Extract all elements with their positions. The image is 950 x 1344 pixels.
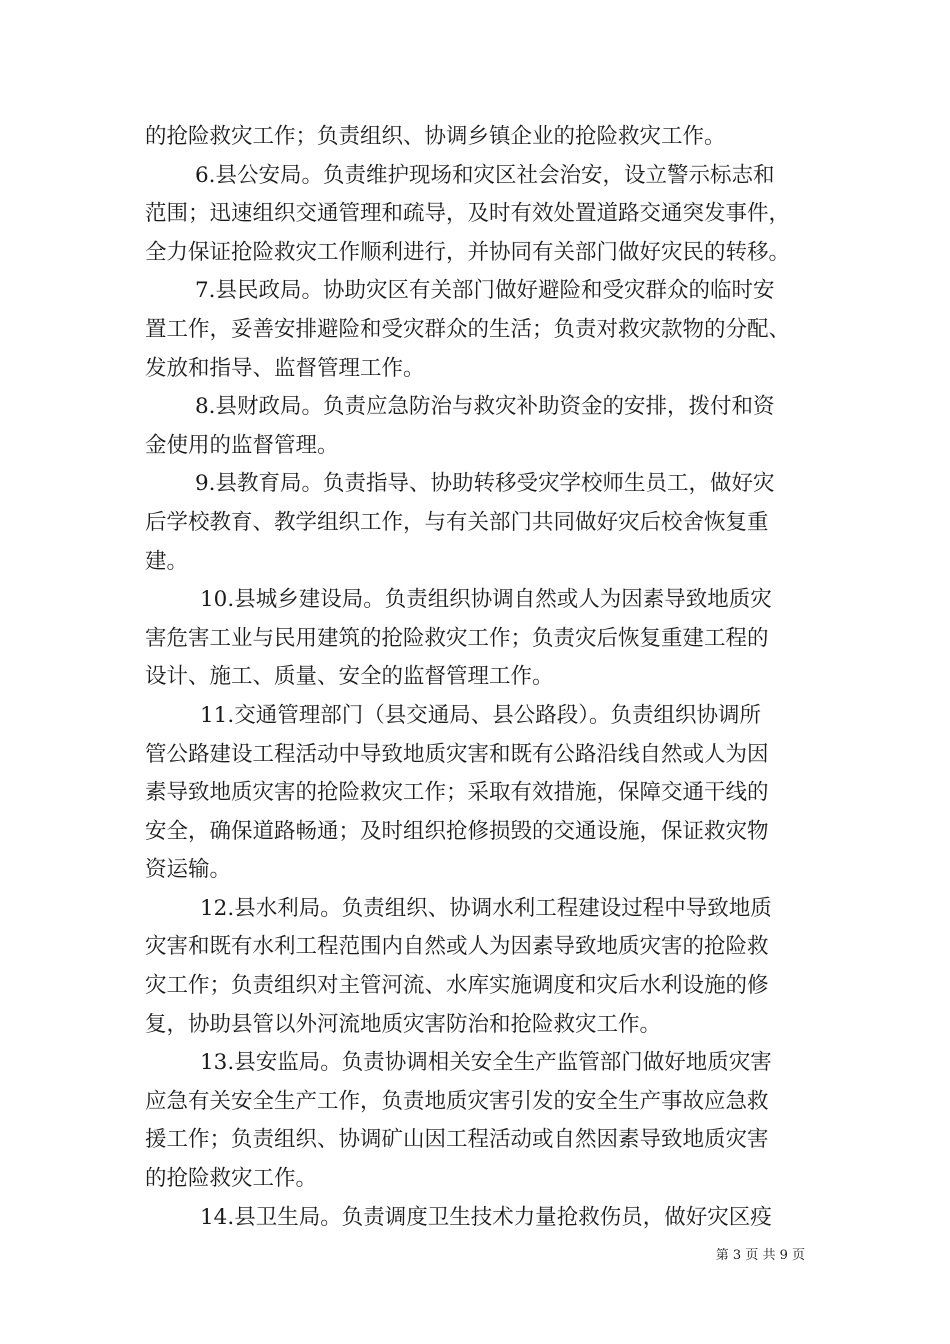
text-line: 素导致地质灾害的抢险救灾工作；采取有效措施，保障交通干线的 [145,780,769,806]
text-line: 7.县民政局。协助灾区有关部门做好避险和受灾群众的临时安 [195,278,775,304]
text-line: 安全，确保道路畅通；及时组织抢修损毁的交通设施，保证救灾物 [145,818,769,844]
text-line: 管公路建设工程活动中导致地质灾害和既有公路沿线自然或人为因 [145,741,769,767]
text-line: 13.县安监局。负责协调相关安全生产监管部门做好地质灾害 [200,1050,772,1076]
text-line: 资运输。 [145,857,232,883]
text-line: 9.县教育局。负责指导、协助转移受灾学校师生员工，做好灾 [195,471,775,497]
text-line: 11.交通管理部门（县交通局、县公路段）。负责组织协调所 [200,702,761,728]
text-line: 金使用的监督管理。 [145,432,339,458]
text-line: 设计、施工、质量、安全的监督管理工作。 [145,664,554,690]
text-line: 置工作，妥善安排避险和受灾群众的生活；负责对救灾款物的分配、 [145,316,791,342]
text-line: 害危害工业与民用建筑的抢险救灾工作；负责灾后恢复重建工程的 [145,625,769,651]
text-line: 后学校教育、教学组织工作，与有关部门共同做好灾后校舍恢复重 [145,509,769,535]
page-number: 第 3 页 共 9 页 [715,1248,805,1263]
text-line: 6.县公安局。负责维护现场和灾区社会治安，设立警示标志和 [195,162,775,188]
text-line: 12.县水利局。负责组织、协调水利工程建设过程中导致地质 [200,895,772,921]
text-line: 建。 [145,548,189,574]
document-body [145,118,810,1237]
text-line: 全力保证抢险救灾工作顺利进行，并协同有关部门做好灾民的转移。 [145,239,791,265]
text-line: 应急有关安全生产工作，负责地质灾害引发的安全生产事故应急救 [145,1088,769,1114]
text-line: 灾工作；负责组织对主管河流、水库实施调度和灾后水利设施的修 [145,973,769,999]
text-line: 的抢险救灾工作。 [145,1166,318,1192]
text-line: 援工作；负责组织、协调矿山因工程活动或自然因素导致地质灾害 [145,1127,769,1153]
text-line: 的抢险救灾工作；负责组织、协调乡镇企业的抢险救灾工作。 [145,124,726,149]
text-line: 14.县卫生局。负责调度卫生技术力量抢救伤员，做好灾区疫 [200,1204,772,1230]
text-line: 灾害和既有水利工程范围内自然或人为因素导致地质灾害的抢险救 [145,934,769,960]
text-line: 8.县财政局。负责应急防治与救灾补助资金的安排，拨付和资 [195,394,775,420]
text-line: 发放和指导、监督管理工作。 [145,355,425,381]
text-line: 范围；迅速组织交通管理和疏导，及时有效处置道路交通突发事件， [145,201,791,227]
text-line: 10.县城乡建设局。负责组织协调自然或人为因素导致地质灾 [200,587,772,613]
text-line: 复，协助县管以外河流地质灾害防治和抢险救灾工作。 [145,1011,662,1037]
